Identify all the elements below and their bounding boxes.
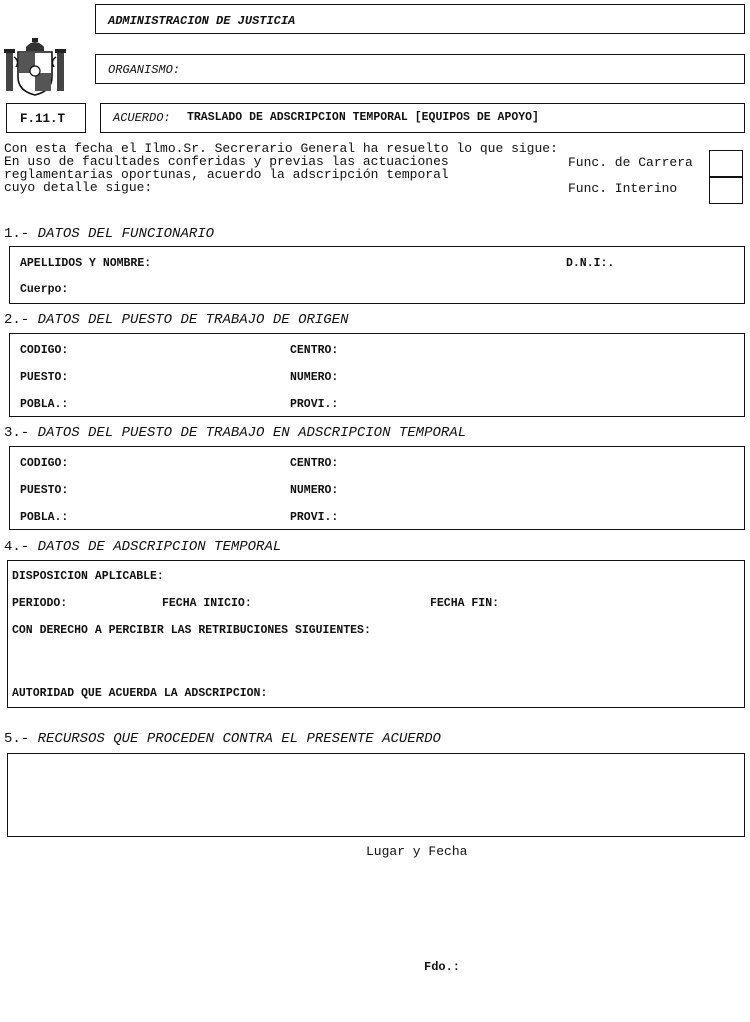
temporal-codigo-label: CODIGO: bbox=[20, 457, 69, 470]
intro-line-2: En uso de facultades conferidas y previas las actuaciones bbox=[4, 154, 449, 169]
func-carrera-label: Func. de Carrera bbox=[568, 155, 693, 170]
acuerdo-title: TRASLADO DE ADSCRIPCION TEMPORAL [EQUIPOS DE APOYO] bbox=[187, 111, 539, 124]
origen-pobla-label: POBLA.: bbox=[20, 398, 69, 411]
section-3-box bbox=[9, 446, 745, 530]
derecho-label: CON DERECHO A PERCIBIR LAS RETRIBUCIONES SIGUIENTES: bbox=[12, 624, 371, 637]
section-4-heading: 4.- DATOS DE ADSCRIPCION TEMPORAL bbox=[4, 539, 282, 555]
temporal-provi-label: PROVI.: bbox=[290, 511, 339, 524]
lugar-fecha-label: Lugar y Fecha bbox=[366, 844, 468, 859]
fecha-fin-label: FECHA FIN: bbox=[430, 597, 500, 610]
func-interino-label: Func. Interino bbox=[568, 181, 678, 196]
temporal-numero-label: NUMERO: bbox=[290, 484, 339, 497]
temporal-centro-label: CENTRO: bbox=[290, 457, 339, 470]
fecha-inicio-label: FECHA INICIO: bbox=[162, 597, 252, 610]
origen-codigo-label: CODIGO: bbox=[20, 344, 69, 357]
organismo-box bbox=[95, 54, 745, 84]
acuerdo-box bbox=[100, 103, 745, 133]
section-2-title: DATOS DEL PUESTO DE TRABAJO DE ORIGEN bbox=[37, 312, 349, 328]
func-carrera-checkbox[interactable] bbox=[709, 150, 743, 177]
section-4-box bbox=[7, 560, 745, 708]
form-code: F.11.T bbox=[20, 112, 66, 126]
section-1-title: DATOS DEL FUNCIONARIO bbox=[37, 226, 215, 242]
origen-puesto-label: PUESTO: bbox=[20, 371, 69, 384]
section-2-heading: 2.- DATOS DEL PUESTO DE TRABAJO DE ORIGEN bbox=[4, 312, 349, 328]
administracion-label: ADMINISTRACION DE JUSTICIA bbox=[108, 14, 296, 28]
section-3-title: DATOS DEL PUESTO DE TRABAJO EN ADSCRIPCION TEMPORAL bbox=[37, 425, 467, 441]
disposicion-label: DISPOSICION APLICABLE: bbox=[12, 570, 164, 583]
dni-label: D.N.I:. bbox=[566, 257, 615, 270]
origen-centro-label: CENTRO: bbox=[290, 344, 339, 357]
apellidos-label: APELLIDOS Y NOMBRE: bbox=[20, 257, 152, 270]
section-3-heading: 3.- DATOS DEL PUESTO DE TRABAJO EN ADSCRIPCION TEMPORAL bbox=[4, 425, 467, 441]
coat-of-arms-icon bbox=[4, 37, 66, 97]
section-2-box bbox=[9, 333, 745, 417]
origen-numero-label: NUMERO: bbox=[290, 371, 339, 384]
section-4-title: DATOS DE ADSCRIPCION TEMPORAL bbox=[37, 539, 282, 555]
cuerpo-label: Cuerpo: bbox=[20, 283, 69, 296]
origen-provi-label: PROVI.: bbox=[290, 398, 339, 411]
section-5-box bbox=[7, 753, 745, 837]
autoridad-label: AUTORIDAD QUE ACUERDA LA ADSCRIPCION: bbox=[12, 687, 268, 700]
intro-line-1: Con esta fecha el Ilmo.Sr. Secrerario General ha resuelto lo que sigue: bbox=[4, 141, 558, 156]
organismo-label: ORGANISMO: bbox=[108, 63, 181, 77]
section-5-heading: 5.- RECURSOS QUE PROCEDEN CONTRA EL PRESENTE ACUERDO bbox=[4, 731, 441, 747]
intro-line-3: reglamentarias oportunas, acuerdo la adscripción temporal bbox=[4, 167, 449, 182]
temporal-pobla-label: POBLA.: bbox=[20, 511, 69, 524]
form-code-box bbox=[6, 103, 86, 133]
firma-label: Fdo.: bbox=[424, 960, 461, 974]
acuerdo-prefix: ACUERDO: bbox=[113, 111, 171, 125]
administracion-box bbox=[95, 4, 745, 34]
section-1-box bbox=[9, 246, 745, 304]
section-1-heading: 1.- DATOS DEL FUNCIONARIO bbox=[4, 226, 215, 242]
temporal-puesto-label: PUESTO: bbox=[20, 484, 69, 497]
periodo-label: PERIODO: bbox=[12, 597, 68, 610]
func-interino-checkbox[interactable] bbox=[709, 177, 743, 204]
section-5-title: RECURSOS QUE PROCEDEN CONTRA EL PRESENTE ACUERDO bbox=[37, 731, 441, 747]
intro-line-4: cuyo detalle sigue: bbox=[4, 180, 153, 195]
